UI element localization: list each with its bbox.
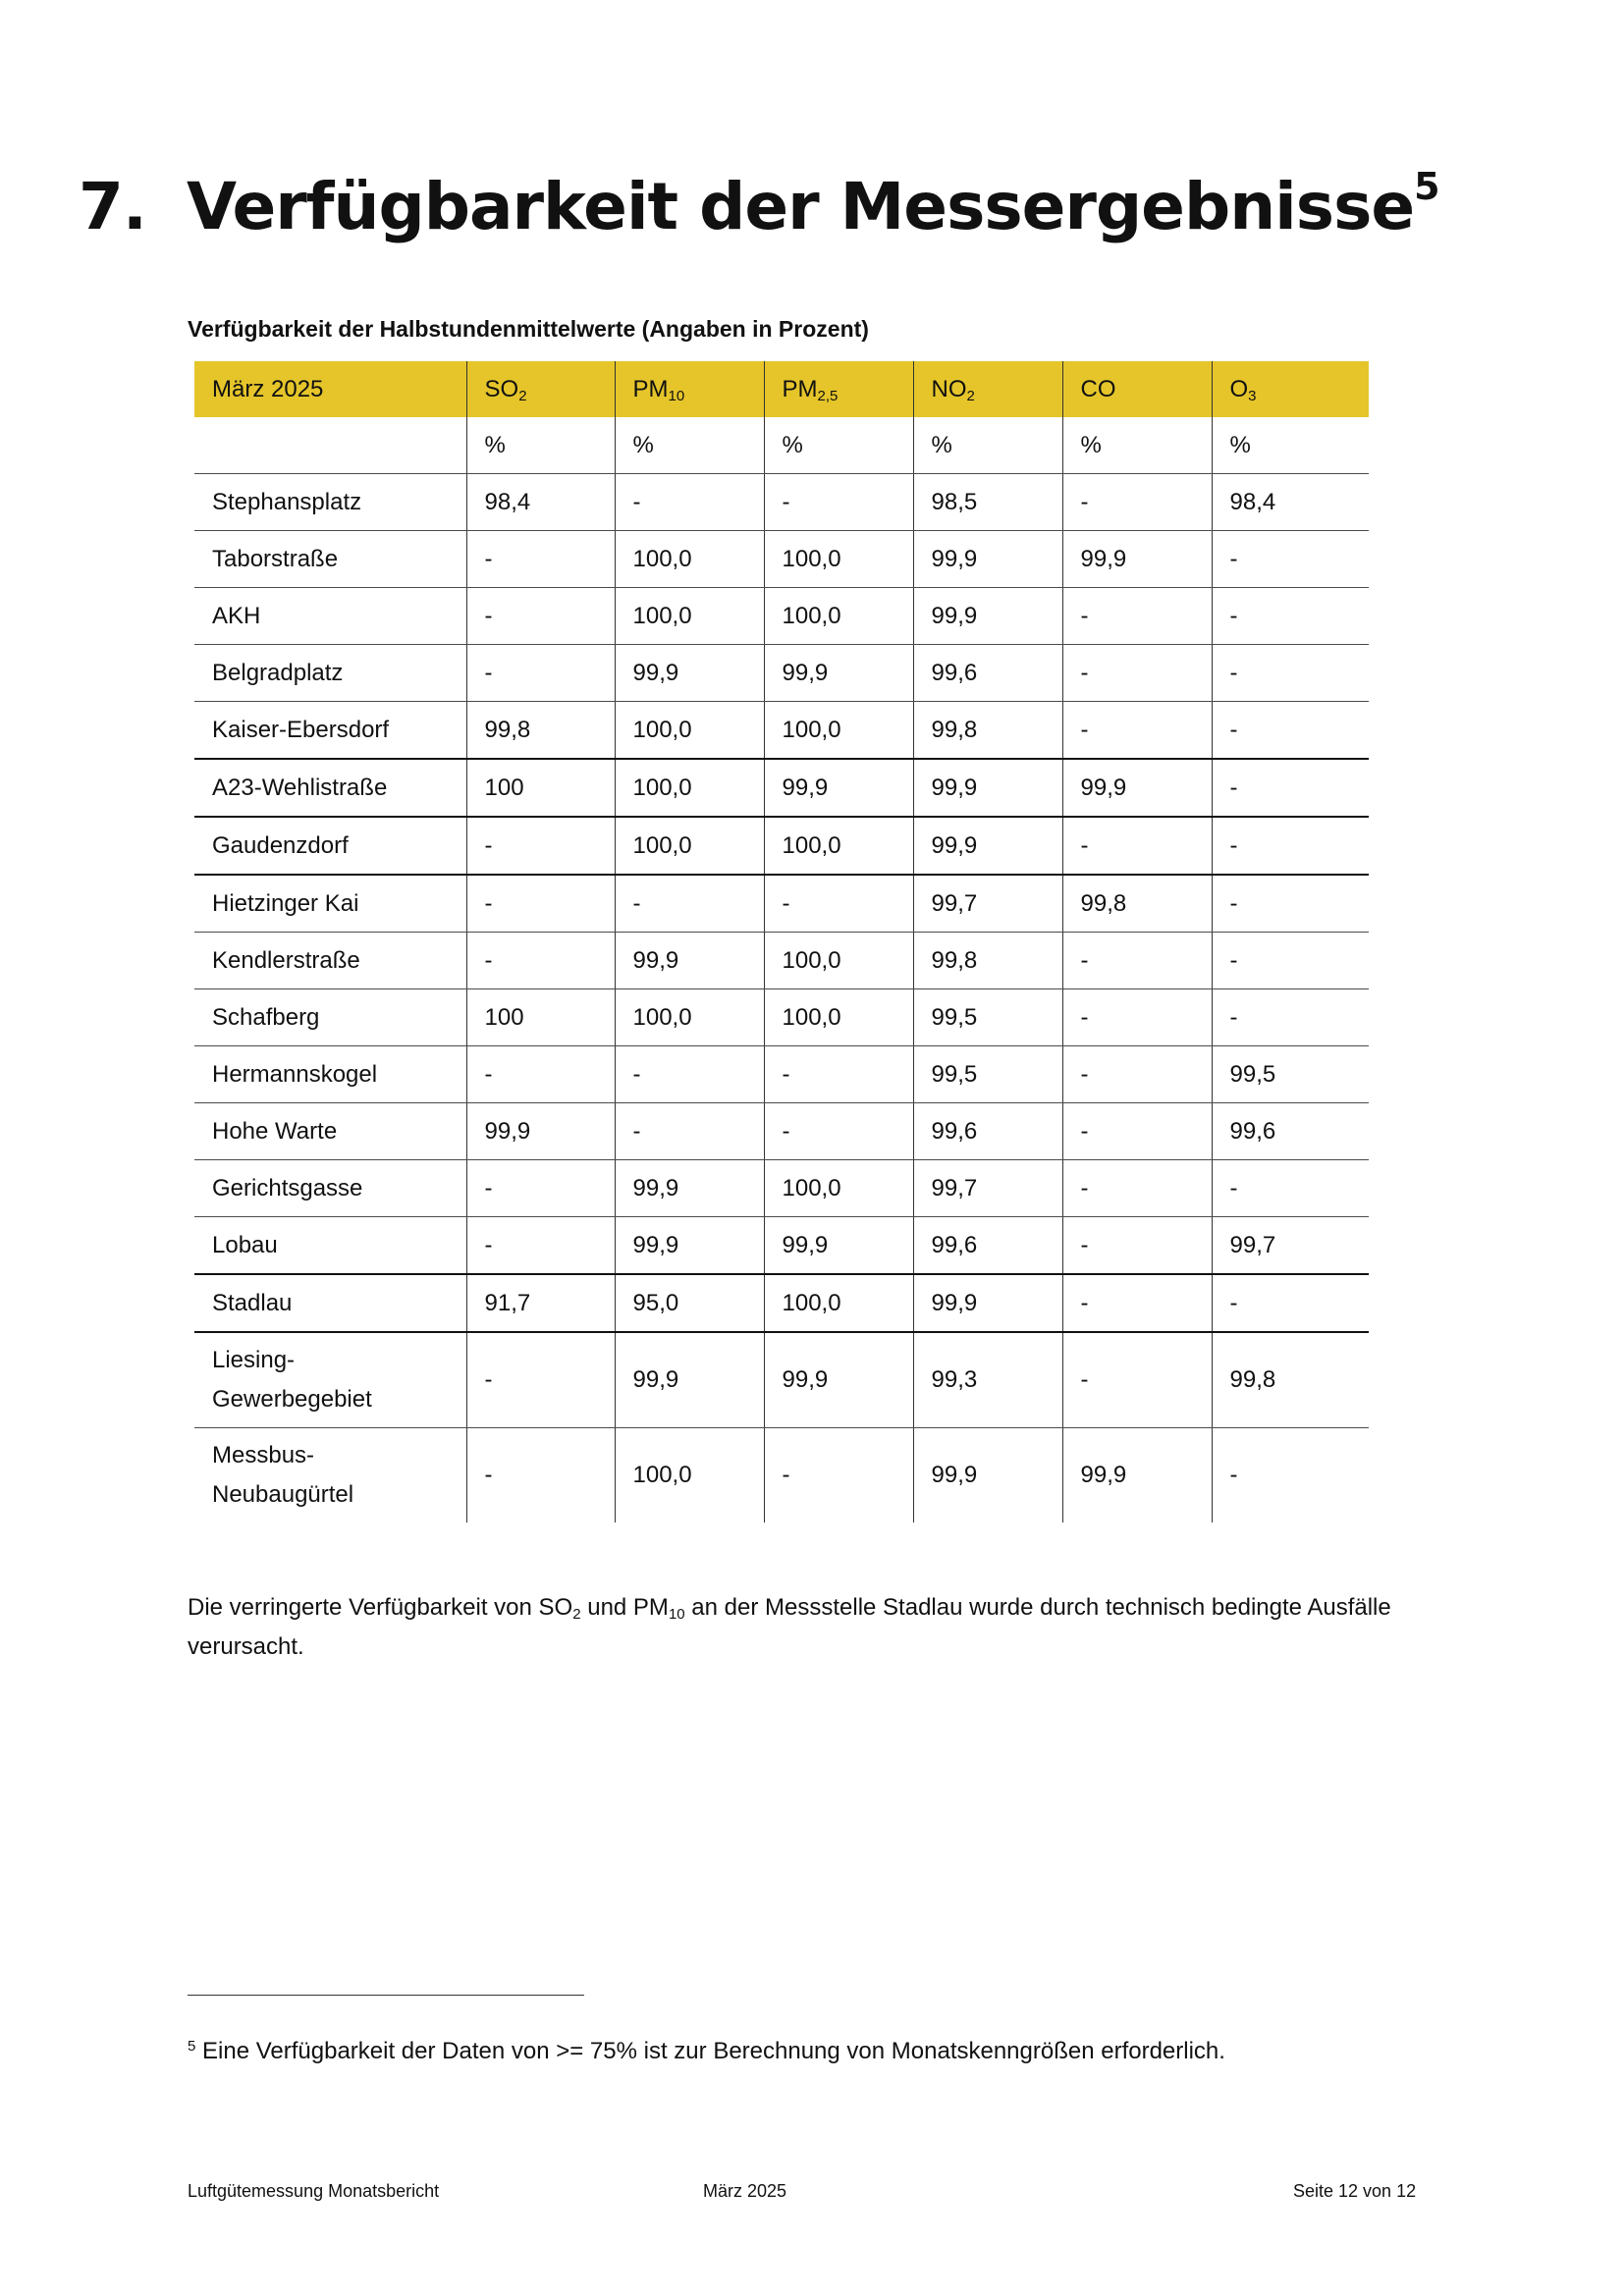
- footnote-text: Eine Verfügbarkeit der Daten von >= 75% ist zur Berechnung von Monatskenngrößen erforderlich.: [195, 2038, 1225, 2064]
- value-cell: 99,9: [615, 645, 764, 702]
- station-cell: Lobau: [194, 1217, 466, 1275]
- table-row: [194, 1428, 1369, 1523]
- value-cell: 99,9: [913, 531, 1062, 588]
- value-cell: 98,4: [1212, 474, 1369, 531]
- value-cell: 100,0: [764, 933, 913, 989]
- value-cell: -: [1062, 1160, 1212, 1217]
- value-cell: 99,9: [615, 933, 764, 989]
- value-cell: 99,9: [764, 759, 913, 817]
- unit-cell: %: [615, 417, 764, 474]
- table-row: [194, 531, 1369, 588]
- value-cell: 99,9: [615, 1217, 764, 1275]
- unit-cell: %: [913, 417, 1062, 474]
- value-cell: 100,0: [615, 588, 764, 645]
- value-cell: -: [466, 875, 615, 933]
- footnote-divider: [188, 1995, 584, 1996]
- table-row: [194, 875, 1369, 933]
- table-row: [194, 702, 1369, 760]
- table-row: [194, 474, 1369, 531]
- column-header-pm10: $PM_{10}$: [615, 361, 764, 417]
- value-cell: 99,9: [913, 817, 1062, 875]
- stadlau-note: Die verringerte Verfügbarkeit von $SO_2$ und $PM_{10}$ an der Messstelle Stadlau wurde durch technisch bedingte Ausfälle verursacht.: [188, 1594, 1391, 1660]
- value-cell: -: [764, 875, 913, 933]
- unit-cell: %: [764, 417, 913, 474]
- value-cell: 99,9: [615, 1332, 764, 1428]
- value-cell: 100: [466, 759, 615, 817]
- value-cell: 99,7: [1212, 1217, 1369, 1275]
- value-cell: 99,9: [1062, 1428, 1212, 1523]
- value-cell: 100,0: [764, 531, 913, 588]
- value-cell: 100,0: [615, 989, 764, 1046]
- value-cell: -: [615, 1103, 764, 1160]
- value-cell: 99,8: [913, 933, 1062, 989]
- value-cell: 99,7: [913, 1160, 1062, 1217]
- availability-table: [194, 361, 1369, 1522]
- value-cell: 99,5: [1212, 1046, 1369, 1103]
- station-cell: Stadlau: [194, 1274, 466, 1332]
- unit-row: [194, 417, 1369, 474]
- station-cell: Taborstraße: [194, 531, 466, 588]
- table-row: [194, 817, 1369, 875]
- station-cell: A23-Wehlistraße: [194, 759, 466, 817]
- section-number: 7.: [79, 169, 146, 244]
- station-cell: Gerichtsgasse: [194, 1160, 466, 1217]
- value-cell: 99,9: [764, 1332, 913, 1428]
- value-cell: -: [1212, 588, 1369, 645]
- value-cell: -: [764, 474, 913, 531]
- value-cell: -: [1212, 1160, 1369, 1217]
- station-cell: Messbus- Neubaugürtel: [212, 1442, 354, 1508]
- value-cell: -: [1062, 1332, 1212, 1428]
- footnote-ref: 5: [1414, 165, 1439, 208]
- value-cell: -: [466, 1428, 615, 1523]
- value-cell: 100,0: [615, 702, 764, 760]
- table-row: [194, 1103, 1369, 1160]
- value-cell: -: [1212, 759, 1369, 817]
- value-cell: 99,5: [913, 989, 1062, 1046]
- table-row: [194, 1217, 1369, 1275]
- unit-cell-empty: [194, 417, 466, 474]
- value-cell: 99,9: [1062, 759, 1212, 817]
- value-cell: 100,0: [764, 817, 913, 875]
- value-cell: 98,4: [466, 474, 615, 531]
- value-cell: 100: [466, 989, 615, 1046]
- footer-report-title: Luftgütemessung Monatsbericht: [188, 2181, 440, 2201]
- value-cell: -: [1062, 989, 1212, 1046]
- table-row: [194, 1046, 1369, 1103]
- table-row: [194, 933, 1369, 989]
- value-cell: 99,8: [1062, 875, 1212, 933]
- value-cell: -: [1062, 645, 1212, 702]
- unit-cell: %: [1212, 417, 1369, 474]
- station-cell: Liesing- Gewerbegebiet: [194, 1332, 466, 1428]
- period-header: März 2025: [194, 361, 466, 417]
- unit-cell: %: [1062, 417, 1212, 474]
- value-cell: 100,0: [615, 817, 764, 875]
- value-cell: -: [1062, 588, 1212, 645]
- value-cell: -: [1212, 531, 1369, 588]
- value-cell: -: [764, 1103, 913, 1160]
- footnote: [188, 2038, 1225, 2065]
- value-cell: -: [466, 1332, 615, 1428]
- value-cell: 99,6: [913, 1103, 1062, 1160]
- value-cell: 99,9: [764, 645, 913, 702]
- value-cell: -: [1062, 933, 1212, 989]
- value-cell: -: [615, 474, 764, 531]
- value-cell: -: [1062, 702, 1212, 760]
- table-row: [194, 1332, 1369, 1428]
- section-heading: [79, 165, 1439, 244]
- value-cell: 99,8: [913, 702, 1062, 760]
- value-cell: -: [1062, 474, 1212, 531]
- value-cell: 99,9: [466, 1103, 615, 1160]
- station-cell: AKH: [194, 588, 466, 645]
- value-cell: 100,0: [615, 1428, 764, 1523]
- value-cell: -: [615, 1046, 764, 1103]
- footnote-marker: 5: [188, 2038, 196, 2055]
- value-cell: -: [1212, 933, 1369, 989]
- value-cell: 100,0: [764, 1160, 913, 1217]
- value-cell: 99,6: [913, 645, 1062, 702]
- station-cell: Schafberg: [194, 989, 466, 1046]
- value-cell: 99,7: [913, 875, 1062, 933]
- value-cell: -: [466, 531, 615, 588]
- station-cell: Kendlerstraße: [194, 933, 466, 989]
- value-cell: 99,9: [913, 759, 1062, 817]
- value-cell: 100,0: [764, 1274, 913, 1332]
- value-cell: 100,0: [764, 702, 913, 760]
- table-row: [194, 645, 1369, 702]
- value-cell: -: [466, 588, 615, 645]
- value-cell: -: [1062, 1274, 1212, 1332]
- column-header-pm25: $PM_{2,5}$: [764, 361, 913, 417]
- value-cell: 100,0: [764, 989, 913, 1046]
- column-header-co: CO: [1062, 361, 1212, 417]
- footer-date: März 2025: [703, 2181, 787, 2201]
- station-cell: Gaudenzdorf: [194, 817, 466, 875]
- value-cell: -: [1212, 702, 1369, 760]
- value-cell: -: [764, 1046, 913, 1103]
- table-row: [194, 759, 1369, 817]
- value-cell: -: [466, 817, 615, 875]
- value-cell: -: [615, 875, 764, 933]
- value-cell: -: [1062, 1217, 1212, 1275]
- station-cell: Hohe Warte: [194, 1103, 466, 1160]
- value-cell: 99,9: [1062, 531, 1212, 588]
- value-cell: 99,9: [913, 588, 1062, 645]
- column-header-no2: $NO_2$: [913, 361, 1062, 417]
- table-row: [194, 1274, 1369, 1332]
- value-cell: 100,0: [615, 531, 764, 588]
- table-header-row: [194, 361, 1369, 417]
- value-cell: -: [1212, 875, 1369, 933]
- value-cell: 99,8: [1212, 1332, 1369, 1428]
- section-title: Verfügbarkeit der Messergebnisse: [187, 169, 1415, 244]
- value-cell: -: [466, 1217, 615, 1275]
- value-cell: 100,0: [764, 588, 913, 645]
- value-cell: -: [466, 645, 615, 702]
- station-cell: Kaiser-Ebersdorf: [194, 702, 466, 760]
- value-cell: -: [1212, 817, 1369, 875]
- table-caption: Verfügbarkeit der Halbstundenmittelwerte (Angaben in Prozent): [188, 316, 869, 342]
- value-cell: 98,5: [913, 474, 1062, 531]
- column-header-so2: $SO_2$: [466, 361, 615, 417]
- table-row: [194, 588, 1369, 645]
- value-cell: 99,9: [913, 1274, 1062, 1332]
- value-cell: -: [1212, 1428, 1369, 1523]
- station-cell: Hietzinger Kai: [194, 875, 466, 933]
- station-cell: Belgradplatz: [194, 645, 466, 702]
- value-cell: -: [466, 933, 615, 989]
- value-cell: 99,8: [466, 702, 615, 760]
- value-cell: -: [1062, 1046, 1212, 1103]
- station-cell: Hermannskogel: [194, 1046, 466, 1103]
- value-cell: -: [1212, 645, 1369, 702]
- value-cell: 99,9: [615, 1160, 764, 1217]
- value-cell: -: [764, 1428, 913, 1523]
- value-cell: 99,9: [913, 1428, 1062, 1523]
- table-row: [194, 989, 1369, 1046]
- value-cell: 95,0: [615, 1274, 764, 1332]
- value-cell: 100,0: [615, 759, 764, 817]
- value-cell: -: [1062, 1103, 1212, 1160]
- value-cell: 99,9: [764, 1217, 913, 1275]
- station-cell: Stephansplatz: [194, 474, 466, 531]
- value-cell: -: [466, 1046, 615, 1103]
- table-row: [194, 1160, 1369, 1217]
- value-cell: 99,5: [913, 1046, 1062, 1103]
- column-header-o3: $O_3$: [1212, 361, 1369, 417]
- value-cell: 99,6: [913, 1217, 1062, 1275]
- value-cell: 91,7: [466, 1274, 615, 1332]
- value-cell: 99,3: [913, 1332, 1062, 1428]
- value-cell: -: [1062, 817, 1212, 875]
- unit-cell: %: [466, 417, 615, 474]
- value-cell: 99,6: [1212, 1103, 1369, 1160]
- value-cell: -: [1212, 989, 1369, 1046]
- value-cell: -: [1212, 1274, 1369, 1332]
- value-cell: -: [466, 1160, 615, 1217]
- footer-page-number: Seite 12 von 12: [1293, 2181, 1417, 2201]
